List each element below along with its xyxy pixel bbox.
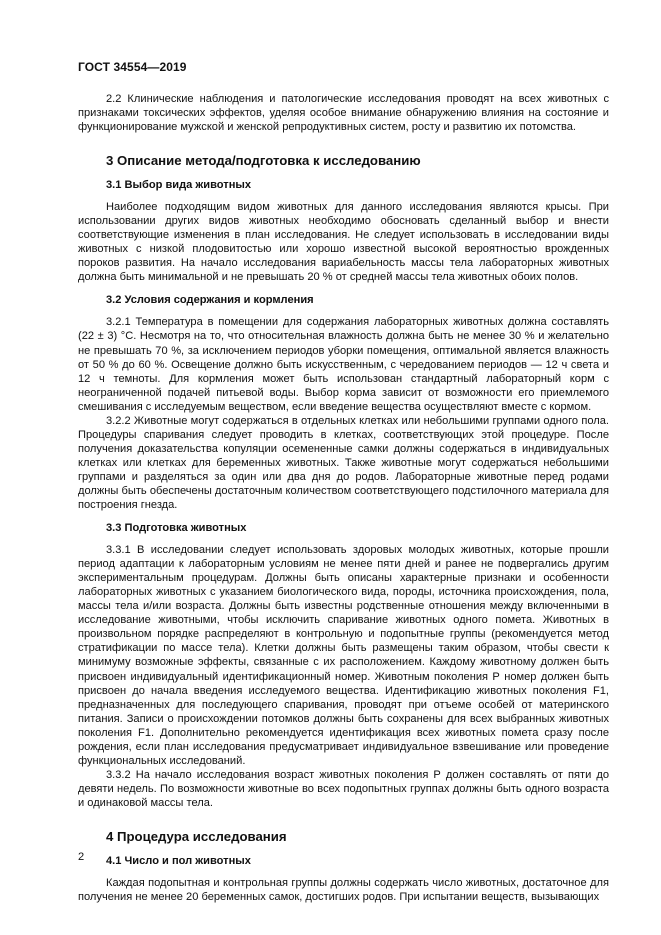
page-number: 2 <box>78 851 85 863</box>
paragraph-3-3-1: 3.3.1 В исследовании следует использовать здоровых молодых животных, которые прошли период адаптации к лабораторным условиям не менее пяти дней и ранее не подвергались другим экспериментальным процедурам. Должны быть описаны характерные признаки и особенности лабораторных животных с указанием биологического вида, породы, источника происхождения, пола, массы тела и/или возраста. Должны быть известны родственные отношения между включенными в исследование животными, чтобы исключить спаривание животных одного помета. Животных в произвольном порядке распределяют в контрольную и подопытные группы (рекомендуется метод стратификации по массе тела). Клетки должны быть размещены таким образом, чтобы свести к минимуму возможные эффекты, связанные с их расположением. Каждому животному должен быть присвоен индивидуальный идентификационный номер. Животным поколения Р номер должен быть присвоен до начала введения исследуемого вещества. Идентификацию животных поколения F1, предназначенных для последующего спаривания, проводят при отъеме особей от материнского питания. Записи о происхождении потомков должны быть сохранены для всех выбранных животных поколения F1. Дополнительно рекомендуется идентификация всех животных помета сразу после рождения, если план исследования предусматривает индивидуальное взвешивание или проведение функциональных исследований. <box>78 544 609 767</box>
document-body <box>78 92 609 904</box>
document-header-code: ГОСТ 34554—2019 <box>78 60 187 74</box>
section-4-heading: 4 Процедура исследования <box>106 828 287 844</box>
paragraph-3-1: Наиболее подходящим видом животных для данного исследования являются крысы. При использовании других видов животных необходимо обосновать сделанный выбор и внести соответствующие изменения в план исследования. Не следует использовать в исследовании виды животных с низкой плодовитостью или хорошо известной высокой вероятностью врожденных пороков развития. На начало исследования вариабельность массы тела лабораторных животных должна быть минимальной и не превышать 20 % от средней массы тела животных обоих полов. <box>78 201 609 284</box>
subsection-3-3-heading: 3.3 Подготовка животных <box>106 522 247 535</box>
paragraph-3-2-2: 3.2.2 Животные могут содержаться в отдельных клетках или небольшими группами одного пола. Процедуры спаривания следует проводить в клетках, соответствующих этой процедуре. После получения доказательства копуляции осемененные самки должны содержаться в индивидуальных клетках или клетках для беременных животных. Также животные могут содержаться небольшими группами и разделяться за один или два дня до родов. Лабораторные животные перед родами должны быть обеспечены достаточным количеством соответствующего подстилочного материала для построения гнезда. <box>78 414 609 512</box>
section-3-heading: 3 Описание метода/подготовка к исследованию <box>106 153 421 169</box>
subsection-3-1-heading: 3.1 Выбор вида животных <box>106 179 252 192</box>
paragraph-3-2-1: 3.2.1 Температура в помещении для содержания лабораторных животных должна составлять (22 ± 3) °С. Несмотря на то, что относительная влажность должна быть не менее 30 % и желательно не превышать 70 %, за исключением периодов уборки помещения, оптимальной является влажность от 50 % до 60 %. Освещение должно быть искусственным, с чередованием периодов — 12 ч света и 12 ч темноты. Для кормления может быть использован стандартный лабораторный корм с неограниченной подачей питьевой воды. Выбор корма зависит от возможности его приемлемого смешивания с исследуемым веществом, если введение вещества осуществляют вместе с кормом. <box>78 316 609 413</box>
paragraph-2-2: 2.2 Клинические наблюдения и патологические исследования проводят на всех животных с признаками токсических эффектов, уделяя особое внимание обнаружению влияния на состояние и функционирование мужской и женской репродуктивных систем, росту и развитию их потомства. <box>78 93 609 134</box>
subsection-3-2-heading: 3.2 Условия содержания и кормления <box>106 294 314 307</box>
paragraph-4-1: Каждая подопытная и контрольная группы должны содержать число животных, достаточное для получения не менее 20 беременных самок, достигших родов. При испытании веществ, вызывающих <box>78 876 609 904</box>
subsection-4-1-heading: 4.1 Число и пол животных <box>106 854 251 867</box>
paragraph-3-3-2: 3.3.2 На начало исследования возраст животных поколения Р должен составлять от пяти до девяти недель. По возможности животные во всех подопытных группах должны быть одного возраста и одинаковой массы тела. <box>78 768 609 809</box>
